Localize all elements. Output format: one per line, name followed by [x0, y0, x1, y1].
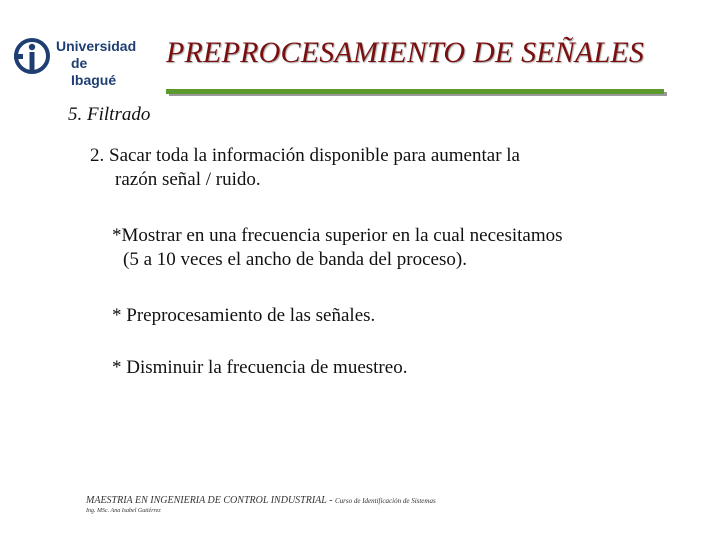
bullet-item-2-line-2: (5 a 10 veces el ancho de banda del proceso).	[123, 249, 467, 270]
footer-program-text: MAESTRIA EN INGENIERIA DE CONTROL INDUSTRIAL -	[86, 495, 333, 506]
footer-course-text: Curso de Identificación de Sistemas	[334, 497, 436, 505]
logo-wordmark	[56, 38, 136, 89]
university-emblem-icon	[14, 38, 50, 74]
university-logo	[14, 36, 137, 88]
logo-line-1: Universidad	[56, 38, 137, 54]
bullet-item-1-line-1: 2. Sacar toda la información disponible para aumentar la	[90, 145, 520, 166]
bullet-item-2	[112, 224, 563, 272]
section-heading: 5. Filtrado	[68, 104, 151, 125]
bullet-item-4-line-1: * Disminuir la frecuencia de muestreo.	[112, 357, 408, 378]
footer-program	[86, 495, 436, 506]
bullet-item-1	[90, 144, 520, 192]
bullet-item-4	[112, 356, 407, 380]
slide-title: PREPROCESAMIENTO DE SEÑALES	[166, 36, 645, 69]
bullet-item-3	[112, 304, 375, 328]
title-underline	[166, 89, 668, 96]
bullet-item-2-line-1: *Mostrar en una frecuencia superior en la cual necesitamos	[112, 225, 563, 246]
bullet-item-3-line-1: * Preprocesamiento de las señales.	[112, 305, 376, 326]
footer-author: Ing. MSc. Ana Isabel Gutiérrez	[86, 508, 161, 514]
bullet-item-1-line-2: razón señal / ruido.	[115, 169, 261, 190]
title-underline-bar	[166, 89, 664, 94]
logo-line-2: de Ibagué	[71, 55, 117, 88]
